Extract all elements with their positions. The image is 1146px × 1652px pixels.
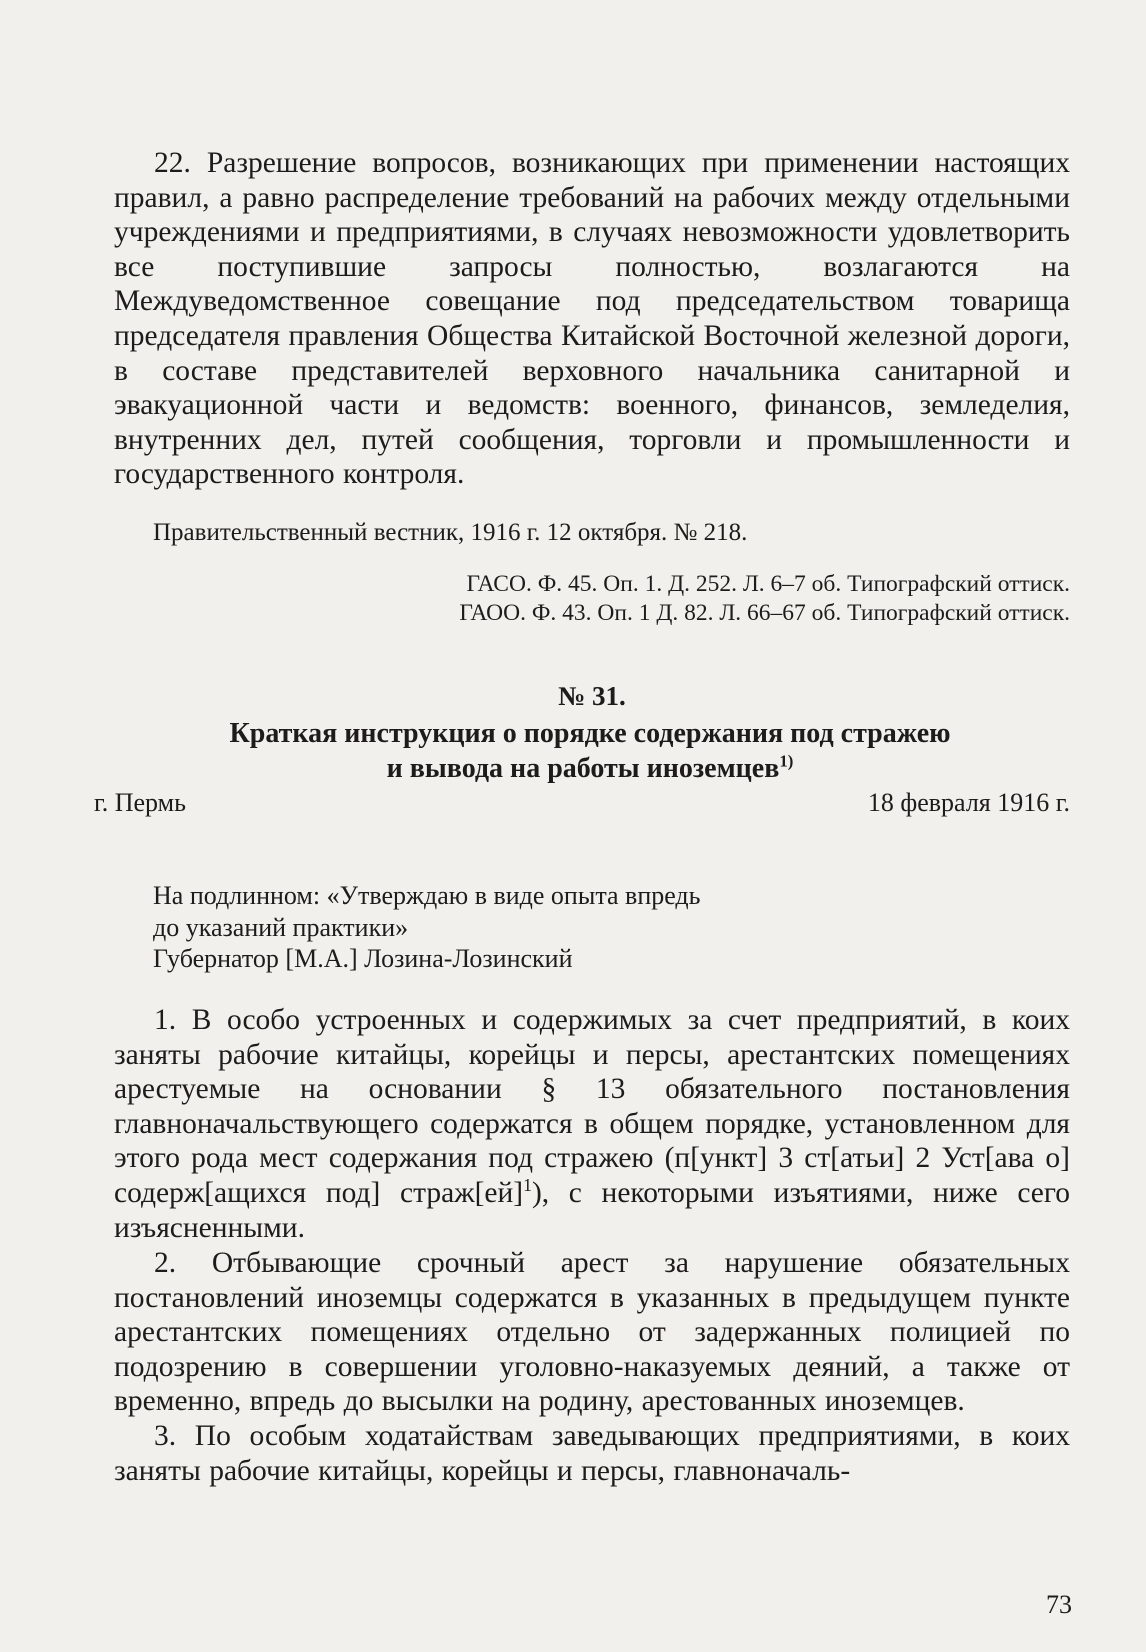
archive-reference-1: ГАСО. Ф. 45. Оп. 1. Д. 252. Л. 6–7 об. Типографский оттиск.	[466, 571, 1070, 597]
item-1-footnote-marker: 1	[523, 1175, 532, 1196]
document-title-line-2: и вывода на работы иноземцев	[386, 753, 780, 784]
instruction-item-2: 2. Отбывающие срочный арест за нарушение обязательных постановлений иноземцы содержатся в указанных в предыдущем пункте арестантских помещениях отдельно от задержанных полицией по подозрению в совершении уголовно-наказуемых деяний, а также от временно, впредь до высылки на родину, арестованных иноземцев.	[114, 1247, 1070, 1418]
document-title-line-1: Краткая инструкция о порядке содержания под стражею	[229, 718, 951, 749]
document-date: 18 февраля 1916 г.	[867, 788, 1070, 817]
resolution-line-2: до указаний практики»	[153, 912, 409, 942]
page-number: 73	[1046, 1590, 1072, 1619]
resolution-line-1: На подлинном: «Утверждаю в виде опыта впредь	[153, 881, 701, 910]
document-place: г. Пермь	[94, 788, 186, 817]
item-1-tail: ), с некоторыми изъятиями, ниже сего изъясненными.	[114, 1176, 1070, 1244]
document-title	[150, 716, 1030, 786]
publication-source: Правительственный вестник, 1916 г. 12 октября. № 218.	[153, 519, 748, 546]
document-number: № 31.	[558, 681, 626, 711]
title-footnote-marker: 1)	[779, 751, 794, 771]
instruction-item-3: 3. По особым ходатайствам заведывающих предприятиями, в коих заняты рабочие китайцы, корейцы и персы, главноначаль-	[114, 1420, 1070, 1487]
paragraph-22: 22. Разрешение вопросов, возникающих при применении настоящих правил, а равно распределение требований на рабочих между отдельными учреждениями и предприятиями, в случаях невозможности удовлетворить все поступившие запросы полностью, возлагаются на Междуведомственное совещание под председательством товарища председателя правления Общества Китайской Восточной железной дороги, в составе представителей верховного начальника санитарной и эвакуационной части и ведомств: военного, финансов, земледелия, внутренних дел, путей сообщения, торговли и промышленности и государственного контроля.	[114, 147, 1070, 491]
approval-resolution	[153, 880, 1070, 975]
resolution-line-3: Губернатор [М.А.] Лозина-Лозинский	[153, 944, 573, 973]
archive-reference-2: ГАОО. Ф. 43. Оп. 1 Д. 82. Л. 66–67 об. Типографский оттиск.	[459, 600, 1070, 626]
instruction-item-1	[114, 1003, 1070, 1245]
item-1-text: 1. В особо устроенных и содержимых за счет предприятий, в коих заняты рабочие китайцы, корейцы и персы, арестантских помещениях арестуемые на основании § 13 обязательного постановления главноначальствующего содержатся в общем порядке, установленном для этого рода мест содержания под стражею (п[ункт] 3 ст[атьи] 2 Уст[ава о] содерж[ащихся под] страж[ей]	[114, 1004, 1070, 1209]
